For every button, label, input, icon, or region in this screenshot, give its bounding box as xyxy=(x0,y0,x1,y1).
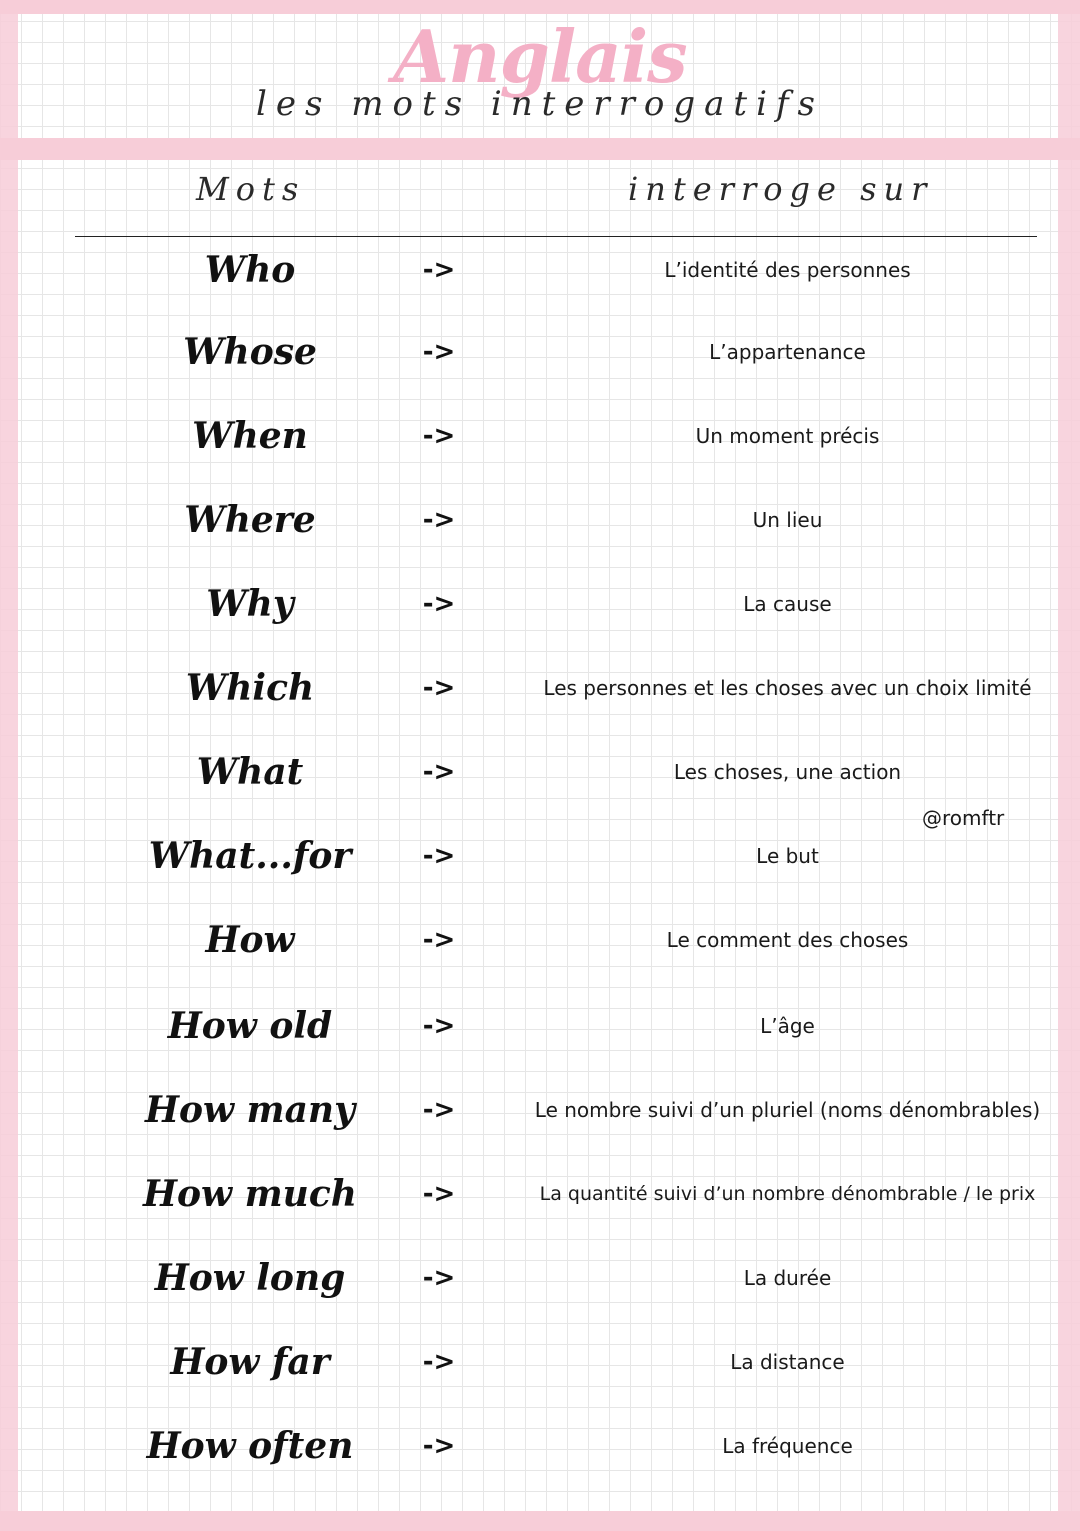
arrow-icon: -> xyxy=(422,589,456,619)
table-row xyxy=(0,574,1080,634)
arrow-icon: -> xyxy=(422,925,456,955)
arrow-icon: -> xyxy=(422,421,456,451)
arrow-icon: -> xyxy=(422,1011,456,1041)
table-row xyxy=(0,240,1080,300)
interrogative-word: How often xyxy=(146,1425,354,1467)
meaning-text: La fréquence xyxy=(722,1434,853,1458)
arrow-icon: -> xyxy=(422,1095,456,1125)
header-divider xyxy=(75,236,1037,237)
arrow-icon: -> xyxy=(422,1179,456,1209)
column-header-topic: interroge sur xyxy=(628,170,934,208)
arrow-icon: -> xyxy=(422,505,456,535)
arrow-icon: -> xyxy=(422,757,456,787)
interrogative-word: When xyxy=(192,415,308,457)
arrow-icon: -> xyxy=(422,841,456,871)
meaning-text: La distance xyxy=(730,1350,845,1374)
table-row xyxy=(0,322,1080,382)
meaning-text: Un moment précis xyxy=(695,424,880,448)
table-row xyxy=(0,910,1080,970)
arrow-icon: -> xyxy=(422,673,456,703)
table-row xyxy=(0,826,1080,886)
table-row xyxy=(0,1248,1080,1308)
meaning-text: L’appartenance xyxy=(709,340,866,364)
page-frame-bottom xyxy=(0,1511,1080,1531)
page-frame-top xyxy=(0,0,1080,14)
interrogative-word: Where xyxy=(184,499,316,541)
table-row xyxy=(0,658,1080,718)
interrogative-word: Which xyxy=(185,667,315,709)
meaning-text: La durée xyxy=(743,1266,832,1290)
meaning-text: La cause xyxy=(743,592,832,616)
meaning-text: L’âge xyxy=(760,1014,815,1038)
meaning-text: Les choses, une action xyxy=(673,760,902,784)
meaning-text: L’identité des personnes xyxy=(664,258,911,282)
meaning-text: Le nombre suivi d’un pluriel (noms dénombrables) xyxy=(534,1098,1041,1122)
arrow-icon: -> xyxy=(422,337,456,367)
page-title: Anglais xyxy=(393,14,687,99)
interrogative-word: Who xyxy=(204,249,296,291)
arrow-icon: -> xyxy=(422,1431,456,1461)
interrogative-word: How old xyxy=(167,1005,333,1047)
meaning-text: Le but xyxy=(756,844,819,868)
meaning-text: Un lieu xyxy=(752,508,823,532)
interrogative-word: How long xyxy=(154,1257,346,1299)
interrogative-word: How xyxy=(205,919,295,961)
title-band xyxy=(0,138,1080,160)
table-row xyxy=(0,742,1080,802)
author-credit: @romftr xyxy=(922,806,1005,830)
arrow-icon: -> xyxy=(422,1263,456,1293)
arrow-icon: -> xyxy=(422,1347,456,1377)
table-row xyxy=(0,1332,1080,1392)
meaning-text: Les personnes et les choses avec un choix limité xyxy=(543,676,1032,700)
meaning-text: La quantité suivi d’un nombre dénombrable / le prix xyxy=(539,1183,1036,1205)
table-row xyxy=(0,1416,1080,1476)
interrogative-word: What...for xyxy=(148,835,352,877)
table-row xyxy=(0,406,1080,466)
table-row xyxy=(0,490,1080,550)
interrogative-word: How far xyxy=(170,1341,330,1383)
interrogative-word: What xyxy=(196,751,304,793)
table-row xyxy=(0,1080,1080,1140)
page-subtitle: les mots interrogatifs xyxy=(255,84,824,124)
meaning-text: Le comment des choses xyxy=(666,928,909,952)
table-row xyxy=(0,996,1080,1056)
interrogative-word: How many xyxy=(144,1089,356,1131)
interrogative-word: How much xyxy=(143,1173,357,1215)
interrogative-word: Whose xyxy=(183,331,317,373)
table-row xyxy=(0,1164,1080,1224)
arrow-icon: -> xyxy=(422,255,456,285)
interrogative-word: Why xyxy=(206,583,294,625)
column-header-words: Mots xyxy=(196,170,306,208)
